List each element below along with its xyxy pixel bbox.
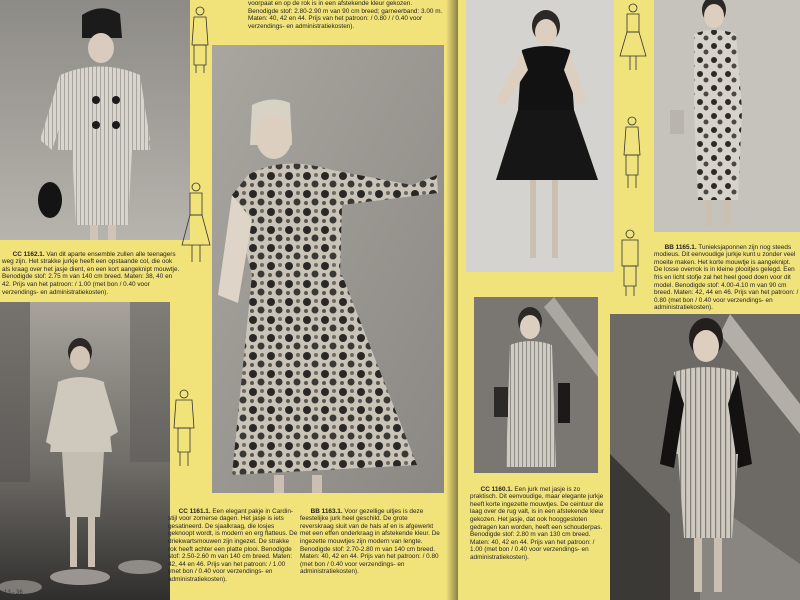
caption-bb-1163	[300, 500, 440, 600]
photo-striped-ensemble	[0, 0, 190, 240]
caption-cc-1161	[168, 500, 298, 600]
caption-text: Een elegant pakje in Cardin-stijl voor zomerse dagen. Het jasje is iets gesatineerd. De sjaalkraag, die losjes geknoopt wordt, is modern en erg flatteus. De driekwartsmouwen zijn ingezet. De strakke rok heeft achter een platte plooi. Benodigde stof: 2.50-2.60 m van 140 cm breed. Maten: 42, 44 en 46. Prijs van het patroon: / 1.00 (met bon / 0.40 voor verzendings- en administratiekosten).	[168, 507, 300, 583]
caption-text: Voor gezellige uitjes is deze feestelijke jurk heel geschikt. De grote reverskraag sluit van de hals af en is afgewerkt met een effen onderkraag in afstekende kleur. De ingezette mouwtjes zijn modern van lengte. Benodigde stof: 2.70-2.80 m van 140 cm breed. Maten: 40, 42 en 44. Prijs van het patroon: / 0.80 (met bon / 0.40 voor verzendings- en administratiekosten).	[300, 507, 442, 576]
photo-cardin-suit	[0, 302, 170, 600]
caption-code: BB 1165.1.	[664, 243, 697, 251]
photo-floral-dress	[212, 45, 444, 493]
pattern-sketch	[618, 115, 646, 190]
caption-text: Een jurk met jasje is zo praktisch. Dit eenvoudige, maar elegante jurkje heeft korte ingezette mouwtjes. De ceintuur die laag over de rug valt, is in een afstekende kleur gekozen. Het jasje, dat ook hooggesloten gedragen kan worden, heeft een schouderpas. Benodigde stof: 2.80 m van 130 cm breed. Maten: 40, 42 en 44. Prijs van het patroon: / 1.00 (met bon / 0.40 voor verzendings- en administratiekosten).	[470, 485, 606, 561]
caption-text: Tunieksjaponnen zijn nog steeds modieus. Dit eenvoudige jurkje kunt u zonder veel moeite maken. Het korte mouwtje is aangeknipt. De losse overrok is in kleine plooitjes gelegd. Een fris en licht stofje zal het heel goed doen voor dit model. Benodigde stof: 4.00-4.10 m van 90 cm breed. Maten: 42, 44 en 46. Prijs van het patroon: / 0.80 (met bon / 0.40 voor verzendings- en administratiekosten).	[654, 243, 800, 312]
pattern-sketch	[170, 388, 198, 468]
pattern-sketch	[616, 228, 644, 298]
caption-code: CC 1161.1.	[178, 507, 211, 515]
pattern-sketch	[186, 5, 214, 75]
caption-code: BB 1163.1.	[310, 507, 343, 515]
right-page	[458, 0, 800, 600]
caption-code: CC 1160.1.	[480, 485, 513, 493]
caption-cc-1162	[2, 243, 182, 297]
caption-cc-1160	[470, 478, 608, 578]
photo-floral-sheath	[654, 0, 800, 232]
caption-text: Van dit aparte ensemble zullen alle teenagers weg zijn. Het strakke jurkje heeft een opstaande col, die ook als kraag over het jasje dient, en een kort aangeknipt mouwtje. Benodigde stof: 2.75 m van 140 cm breed. Maten: 38, 40 en 42. Prijs van het patroon: / 1.00 (met bon / 0.40 voor verzendings- en administratiekosten).	[2, 250, 182, 296]
photo-dark-dress	[466, 0, 614, 272]
caption-code: CC 1162.1.	[12, 250, 45, 258]
pattern-sketch	[618, 2, 648, 72]
photo-striped-dress	[474, 297, 598, 473]
pattern-sketch	[180, 180, 212, 265]
caption-top-continuation: voorpaat en op de rok is in een afstekende kleur gekozen. Benodigde stof: 2.80-2.90 m van 90 cm breed; garneerband: 3.00 m. Maten: 40, 42 en 44. Prijs van het patroon: / 0.80 / / 0.40 voor verzendings- en administratiekosten).	[248, 0, 445, 30]
photo-striped-suit	[610, 314, 800, 600]
page-number: 13 - 36	[4, 590, 23, 596]
caption-bb-1165	[654, 236, 800, 312]
